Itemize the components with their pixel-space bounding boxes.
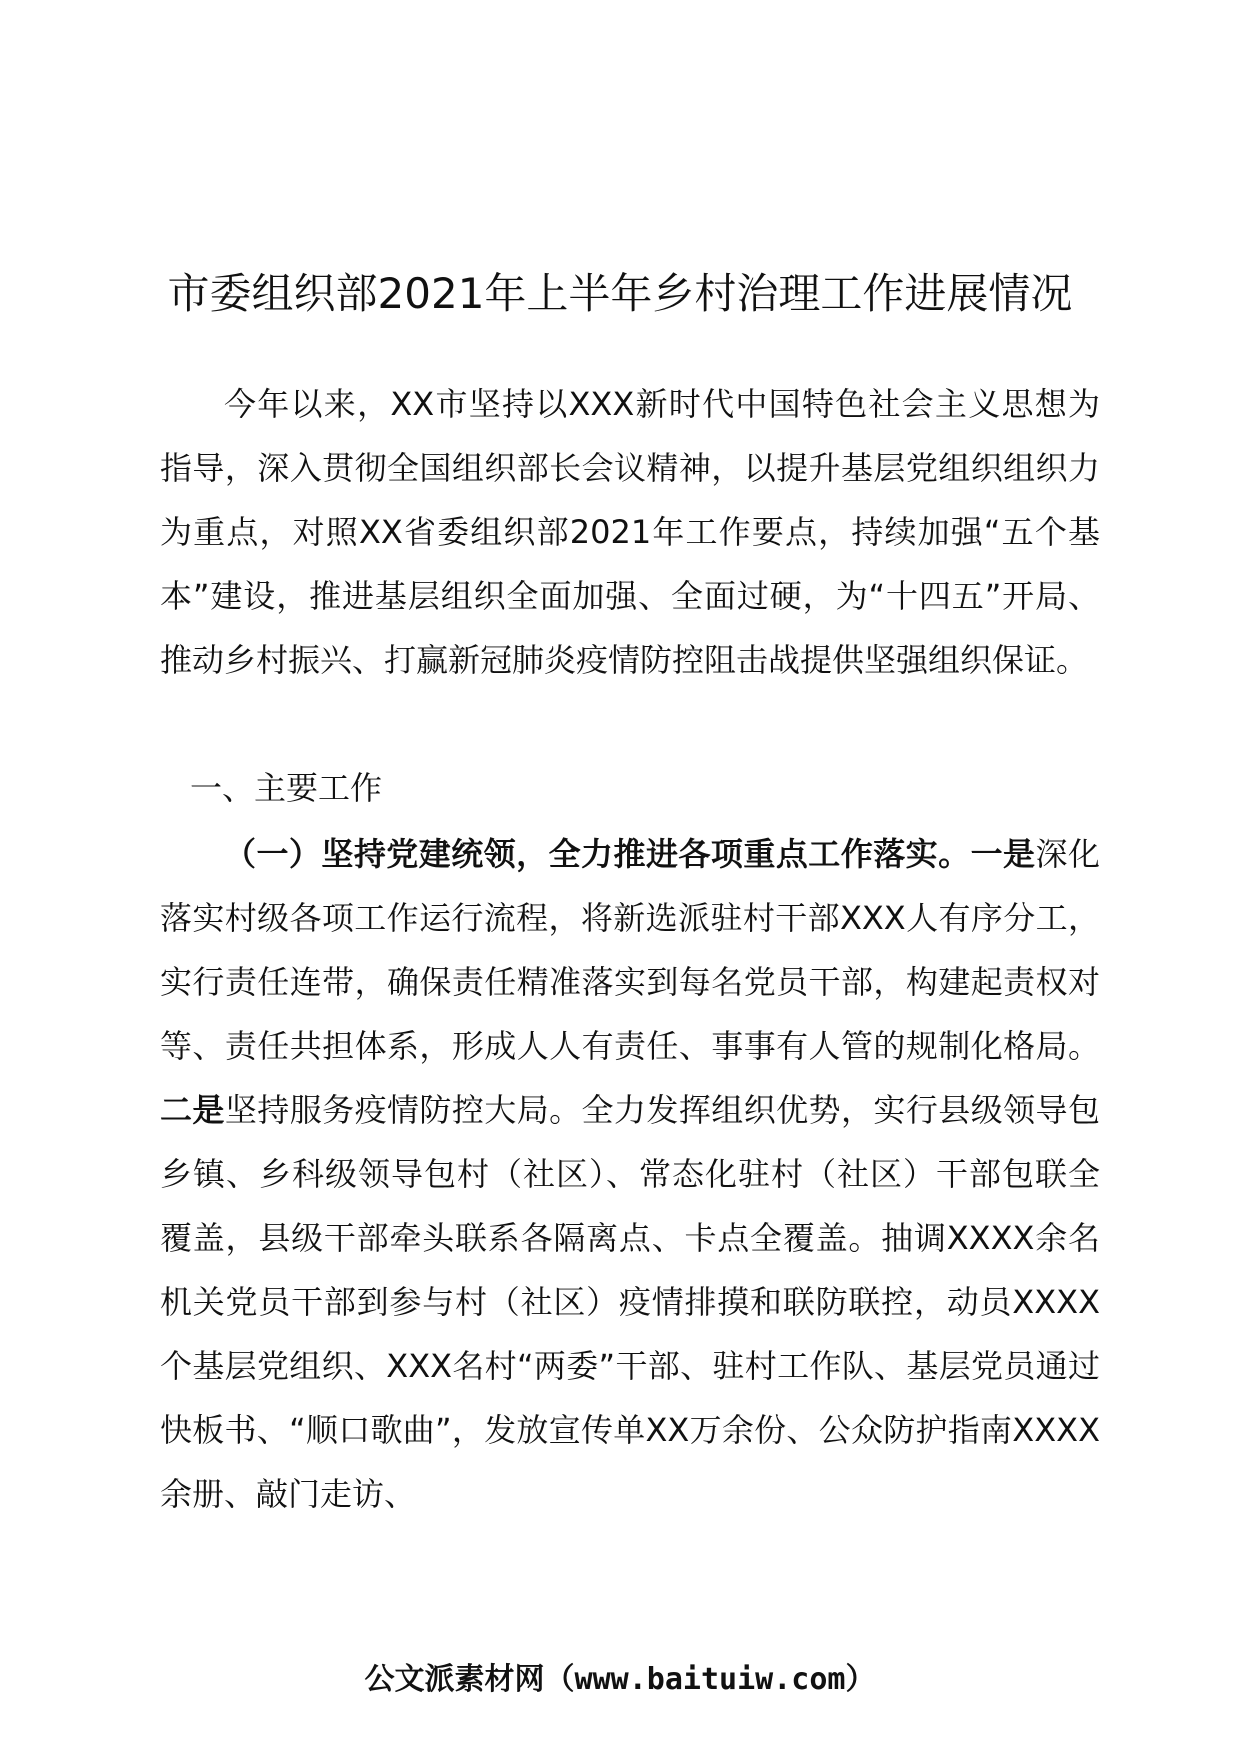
footer-close-paren: ） <box>845 1662 876 1697</box>
footer-watermark <box>0 1660 1240 1700</box>
subsection-lead: （一）坚持党建统领，全力推进各项重点工作落实。 <box>224 835 971 873</box>
footer-site-name: 公文派素材网（ <box>364 1662 575 1697</box>
intro-paragraph: 今年以来，XX市坚持以XXX新时代中国特色社会主义思想为指导，深入贯彻全国组织部长会议精神，以提升基层党组织组织力为重点，对照XX省委组织部2021年工作要点，持续加强“五个基本”建设，推进基层组织全面加强、全面过硬，为“十四五”开局、推动乡村振兴、打赢新冠肺炎疫情防控阻击战提供坚强组织保证。 <box>160 385 1100 679</box>
footer-url: www.baituiw.com <box>574 1662 846 1697</box>
document-title: 市委组织部2021年上半年乡村治理工作进展情况 <box>167 269 1073 319</box>
point-one-text: 深化落实村级各项工作运行流程，将新选派驻村干部XXX人有序分工，实行责任连带，确保责任精准落实到每名党员干部，构建起责权对等、责任共担体系，形成人人有责任、事事有人管的规制化格局。 <box>160 835 1100 1065</box>
point-one-label: 一是 <box>970 835 1036 873</box>
point-two-text: 坚持服务疫情防控大局。全力发挥组织优势，实行县级领导包乡镇、乡科级领导包村（社区）、常态化驻村（社区）干部包联全覆盖，县级干部牵头联系各隔离点、卡点全覆盖。抽调XXXX余名机关党员干部到参与村（社区）疫情排摸和联防联控，动员XXXX个基层党组织、XXX名村“两委”干部、驻村工作队、基层党员通过快板书、“顺口歌曲”，发放宣传单XX万余份、公众防护指南XXXX余册、敲门走访、 <box>160 1091 1100 1513</box>
subsection-paragraph <box>160 822 1100 1526</box>
point-two-label: 二是 <box>160 1091 225 1129</box>
section-heading: 一、主要工作 <box>190 769 383 807</box>
